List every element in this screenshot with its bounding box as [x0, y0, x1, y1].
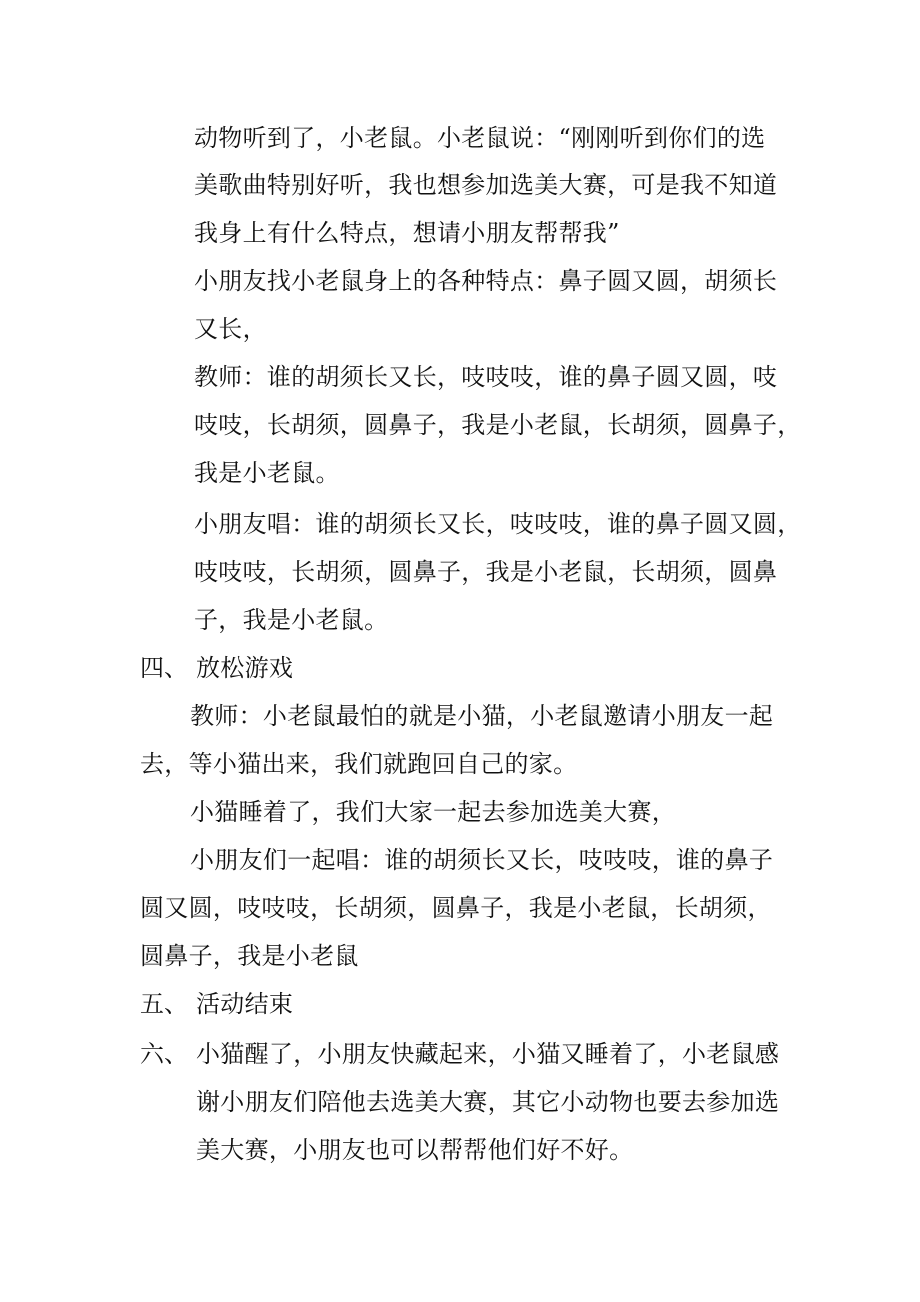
text-line: 美歌曲特别好听，我也想参加选美大赛，可是我不知道: [194, 171, 778, 199]
section-heading: 活动结束: [196, 990, 294, 1018]
text-line: 小朋友们一起唱：谁的胡须长又长，吱吱吱，谁的鼻子: [190, 846, 774, 874]
text-line: 我是小老鼠。: [194, 459, 340, 487]
text-line: 谢小朋友们陪他去选美大赛，其它小动物也要去参加选: [196, 1088, 780, 1116]
text-line: 圆鼻子，我是小老鼠: [140, 942, 359, 970]
section-number: 四、: [140, 654, 188, 682]
text-line: 吱吱吱，长胡须，圆鼻子，我是小老鼠，长胡须，圆鼻: [194, 558, 778, 586]
text-line: 教师：谁的胡须长又长，吱吱吱，谁的鼻子圆又圆，吱: [194, 363, 778, 391]
text-line: 小朋友唱：谁的胡须长又长，吱吱吱，谁的鼻子圆又圆，: [194, 510, 802, 538]
text-line: 美大赛，小朋友也可以帮帮他们好不好。: [196, 1136, 634, 1164]
text-line: 小猫睡着了，我们大家一起去参加选美大赛，: [190, 798, 676, 826]
text-line: 教师：小老鼠最怕的就是小猫，小老鼠邀请小朋友一起: [190, 702, 774, 730]
section-heading: 放松游戏: [196, 654, 294, 682]
text-line: 吱吱，长胡须，圆鼻子，我是小老鼠，长胡须，圆鼻子，: [194, 411, 802, 439]
text-line: 动物听到了，小老鼠。小老鼠说：“刚刚听到你们的选: [194, 124, 766, 152]
text-line: 小猫醒了，小朋友快藏起来，小猫又睡着了，小老鼠感: [196, 1040, 780, 1068]
text-line: 我身上有什么特点，想请小朋友帮帮我”: [194, 219, 620, 247]
text-line: 小朋友找小老鼠身上的各种特点：鼻子圆又圆，胡须长: [194, 267, 778, 295]
text-line: 又长，: [194, 315, 267, 343]
text-line: 圆又圆，吱吱吱，长胡须，圆鼻子，我是小老鼠，长胡须，: [140, 894, 772, 922]
text-line: 子，我是小老鼠。: [194, 606, 389, 634]
section-number: 六、: [140, 1040, 188, 1068]
text-line: 去，等小猫出来，我们就跑回自己的家。: [140, 750, 578, 778]
section-number: 五、: [140, 990, 188, 1018]
